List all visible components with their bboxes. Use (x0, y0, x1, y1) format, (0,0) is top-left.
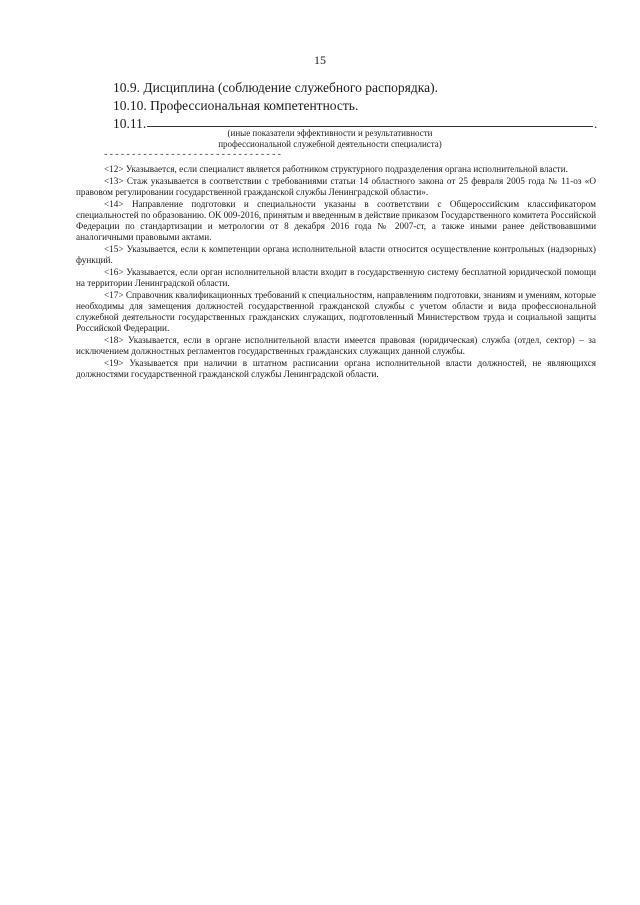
footnote-19: <19> Указывается при наличии в штатном расписании органа исполнительной власти должностей, не являющихся должностями государственной гражданской службы Ленинградской области. (76, 358, 596, 379)
footnote-12: <12> Указывается, если специалист является работником структурного подразделения органа исполнительной власти. (104, 164, 568, 174)
list-item-10-10: 10.10. Профессиональная компетентность. (113, 98, 359, 113)
footnote-14: <14> Направление подготовки и специальности указаны в соответствии с Общероссийским классификатором специальностей по образованию. ОК 009-2016, принятым и введенным в действие приказом Государственного комитета Российской Федерации по стандартизации и метрологии от 8 декабря 2016 года № 2007-ст, а также иными ранее действовавшими аналогичными правовыми актами. (76, 199, 596, 242)
footnote-13: <13> Стаж указывается в соответствии с требованиями статьи 14 областного закона от 25 февраля 2005 года № 11-оз «О правовом регулировании государственной гражданской службы Ленинградской области». (76, 176, 596, 197)
hint-line-1: (иные показатели эффективности и результативности (227, 128, 433, 138)
footnote-18: <18> Указывается, если в органе исполнительной власти имеется правовая (юридическая) служба (отдел, сектор) – за исключением должностных регламентов государственных гражданских служащих данной службы. (76, 335, 596, 356)
page-number: 15 (314, 53, 326, 67)
trailing-dot: . (594, 116, 598, 131)
footnote-separator: -------------------------------- (103, 150, 283, 160)
footnotes (76, 164, 596, 381)
list-item-10-11: 10.11. (113, 116, 147, 131)
footnote-15: <15> Указывается, если к компетенции органа исполнительной власти относится осуществление контрольных (надзорных) функций. (76, 244, 596, 265)
fill-in-blank-line (147, 126, 593, 127)
hint-line-2: профессиональной служебной деятельности специалиста) (218, 139, 442, 149)
footnote-17: <17> Справочник квалификационных требований к специальностям, направлениям подготовки, знаниям и умениям, которые необходимы для замещения должностей государственной гражданской службы с учетом области и вида профессиональной служебной деятельности государственных гражданских служащих, подготовленный Министерством труда и социальной защиты Российской Федерации. (76, 290, 596, 333)
list-item-10-9: 10.9. Дисциплина (соблюдение служебного распорядка). (113, 80, 438, 95)
footnote-16: <16> Указывается, если орган исполнительной власти входит в государственную систему бесплатной юридической помощи на территории Ленинградской области. (76, 267, 596, 288)
